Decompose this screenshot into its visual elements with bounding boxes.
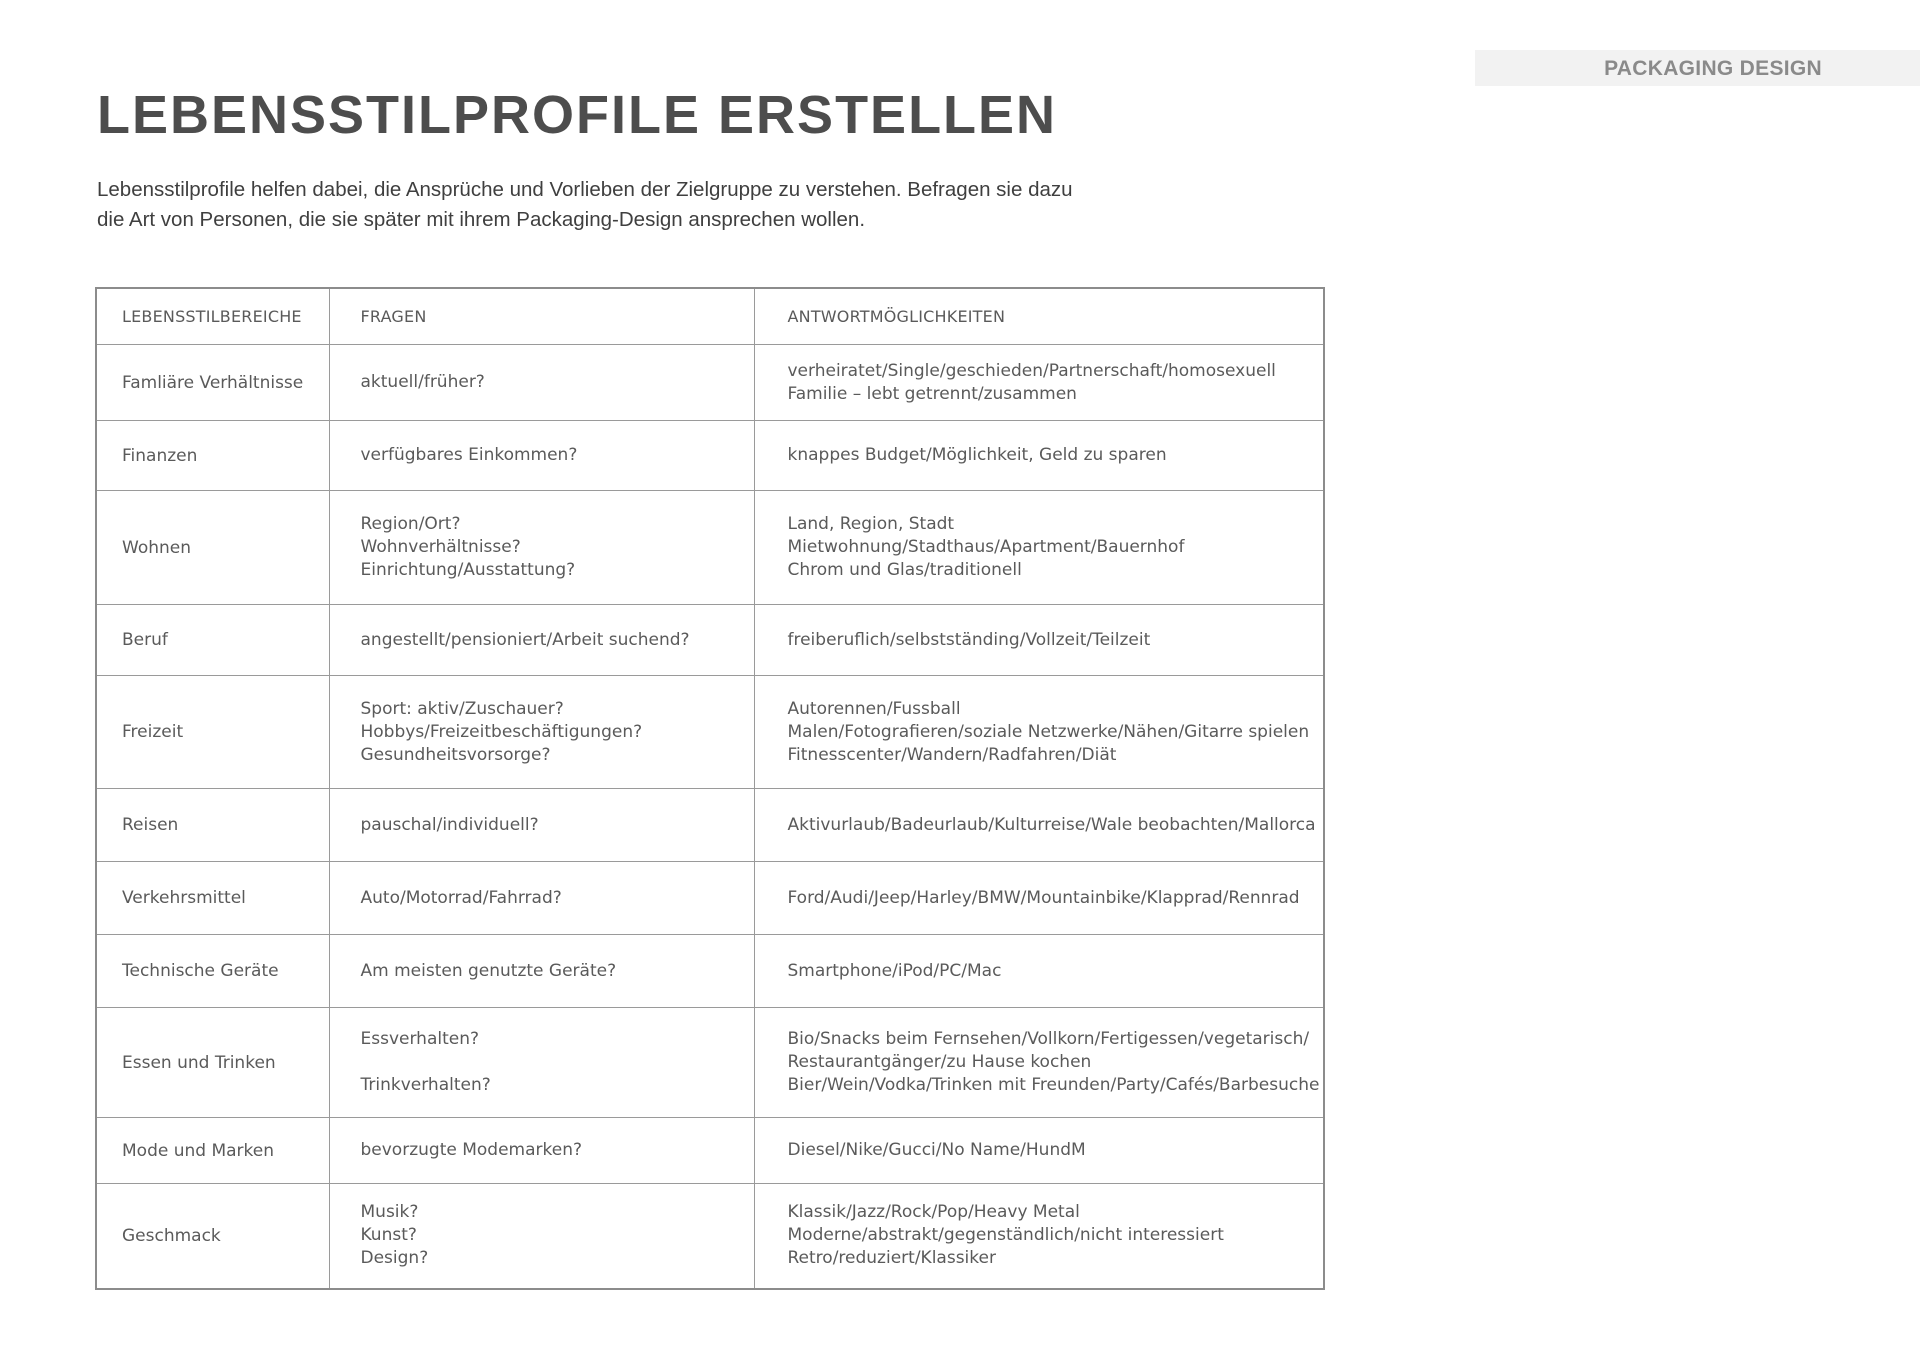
cell-questions-line: Wohnverhältnisse? bbox=[360, 537, 521, 557]
cell-answers-line: Autorennen/Fussball bbox=[787, 698, 961, 719]
cell-answers-line: Diesel/Nike/Gucci/No Name/HundM bbox=[787, 1140, 1086, 1160]
cell-questions bbox=[329, 1118, 754, 1184]
cell-questions-line: Trinkverhalten? bbox=[360, 1075, 491, 1095]
cell-answers-line: Familie – lebt getrennt/zusammen bbox=[787, 383, 1077, 404]
cell-questions-line: bevorzugte Modemarken? bbox=[360, 1140, 582, 1160]
cell-answers-line: Ford/Audi/Jeep/Harley/BMW/Mountainbike/Klapprad/Rennrad bbox=[787, 887, 1300, 908]
cell-answers-line: Mietwohnung/Stadthaus/Apartment/Bauernhof bbox=[787, 537, 1185, 557]
cell-questions-line: Musik? bbox=[360, 1202, 419, 1223]
cell-answers bbox=[754, 789, 1324, 862]
table-row bbox=[96, 789, 1324, 862]
cell-answers bbox=[754, 676, 1324, 789]
cell-answers bbox=[754, 935, 1324, 1008]
cell-answers bbox=[754, 1118, 1324, 1184]
cell-answers bbox=[754, 1184, 1324, 1289]
table-row bbox=[96, 1118, 1324, 1184]
table-row bbox=[96, 862, 1324, 935]
table-row bbox=[96, 345, 1324, 421]
section-label: PACKAGING DESIGN bbox=[1604, 57, 1822, 80]
page-title: LEBENSSTILPROFILE ERSTELLEN bbox=[97, 85, 1058, 145]
cell-questions-line: Kunst? bbox=[360, 1225, 417, 1246]
column-header-area: LEBENSSTILBEREICHE bbox=[96, 288, 329, 345]
intro-line: die Art von Personen, die sie später mit ihrem Packaging-Design ansprechen wollen. bbox=[97, 208, 866, 231]
cell-questions-line: Design? bbox=[360, 1248, 429, 1269]
cell-answers bbox=[754, 345, 1324, 421]
cell-area: Freizeit bbox=[96, 676, 329, 789]
cell-questions-line: verfügbares Einkommen? bbox=[360, 445, 578, 465]
table-header-row bbox=[96, 288, 1324, 345]
cell-questions bbox=[329, 1008, 754, 1118]
table-row bbox=[96, 421, 1324, 491]
cell-questions-line: aktuell/früher? bbox=[360, 372, 485, 392]
cell-area: Famliäre Verhältnisse bbox=[96, 345, 329, 421]
cell-area: Geschmack bbox=[96, 1184, 329, 1289]
table-row bbox=[96, 491, 1324, 605]
table-row bbox=[96, 935, 1324, 1008]
cell-area: Reisen bbox=[96, 789, 329, 862]
cell-questions bbox=[329, 789, 754, 862]
table-row bbox=[96, 1184, 1324, 1289]
cell-answers-line: Moderne/abstrakt/gegenständlich/nicht interessiert bbox=[787, 1225, 1224, 1246]
cell-questions bbox=[329, 605, 754, 676]
column-header-questions: FRAGEN bbox=[329, 288, 754, 345]
cell-answers bbox=[754, 862, 1324, 935]
cell-answers bbox=[754, 491, 1324, 605]
cell-answers-line: Smartphone/iPod/PC/Mac bbox=[787, 960, 1002, 981]
table-body bbox=[96, 345, 1324, 1289]
cell-questions bbox=[329, 862, 754, 935]
table-row bbox=[96, 676, 1324, 789]
cell-questions-line: Am meisten genutzte Geräte? bbox=[360, 960, 617, 981]
cell-area: Finanzen bbox=[96, 421, 329, 491]
cell-answers-line: Klassik/Jazz/Rock/Pop/Heavy Metal bbox=[787, 1202, 1080, 1223]
cell-questions bbox=[329, 1184, 754, 1289]
cell-answers-line: Restaurantgänger/zu Hause kochen bbox=[787, 1052, 1092, 1072]
cell-questions-line: Gesundheitsvorsorge? bbox=[360, 744, 551, 765]
cell-questions bbox=[329, 491, 754, 605]
cell-area: Mode und Marken bbox=[96, 1118, 329, 1184]
cell-questions-line: Sport: aktiv/Zuschauer? bbox=[360, 698, 564, 719]
cell-questions-line: Einrichtung/Ausstattung? bbox=[360, 560, 576, 580]
lifestyle-profile-table bbox=[95, 287, 1325, 1290]
cell-answers bbox=[754, 605, 1324, 676]
cell-area: Verkehrsmittel bbox=[96, 862, 329, 935]
table-row bbox=[96, 1008, 1324, 1118]
cell-answers-line: freiberuflich/selbstständing/Vollzeit/Teilzeit bbox=[787, 629, 1151, 650]
cell-area: Essen und Trinken bbox=[96, 1008, 329, 1118]
cell-questions-line: Region/Ort? bbox=[360, 514, 461, 534]
cell-questions bbox=[329, 935, 754, 1008]
cell-answers-line: verheiratet/Single/geschieden/Partnerschaft/homosexuell bbox=[787, 360, 1276, 381]
cell-questions-line: Auto/Motorrad/Fahrrad? bbox=[360, 887, 562, 908]
cell-answers-line: Land, Region, Stadt bbox=[787, 514, 955, 534]
intro-line: Lebensstilprofile helfen dabei, die Ansprüche und Vorlieben der Zielgruppe zu verstehen. Befragen sie dazu bbox=[97, 178, 1073, 201]
cell-answers bbox=[754, 421, 1324, 491]
table-row bbox=[96, 605, 1324, 676]
cell-answers-line: Retro/reduziert/Klassiker bbox=[787, 1248, 996, 1269]
cell-questions-line: pauschal/individuell? bbox=[360, 814, 539, 835]
column-header-answers: ANTWORTMÖGLICHKEITEN bbox=[754, 288, 1324, 345]
cell-answers-line: Malen/Fotografieren/soziale Netzwerke/Nähen/Gitarre spielen bbox=[787, 721, 1310, 742]
cell-area: Wohnen bbox=[96, 491, 329, 605]
cell-questions bbox=[329, 421, 754, 491]
cell-questions bbox=[329, 345, 754, 421]
cell-area: Beruf bbox=[96, 605, 329, 676]
cell-answers-line: Bio/Snacks beim Fernsehen/Vollkorn/Fertigessen/vegetarisch/ bbox=[787, 1029, 1310, 1049]
cell-questions-line bbox=[361, 1051, 754, 1074]
cell-answers-line: knappes Budget/Möglichkeit, Geld zu sparen bbox=[787, 445, 1167, 465]
cell-answers-line: Fitnesscenter/Wandern/Radfahren/Diät bbox=[787, 744, 1117, 765]
cell-answers bbox=[754, 1008, 1324, 1118]
cell-answers-line: Aktivurlaub/Badeurlaub/Kulturreise/Wale beobachten/Mallorca bbox=[787, 814, 1316, 835]
cell-answers-line: Bier/Wein/Vodka/Trinken mit Freunden/Party/Cafés/Barbesuche bbox=[787, 1075, 1320, 1095]
cell-area: Technische Geräte bbox=[96, 935, 329, 1008]
intro-paragraph bbox=[97, 175, 1177, 235]
cell-questions-line: Essverhalten? bbox=[360, 1029, 480, 1049]
cell-questions-line: angestellt/pensioniert/Arbeit suchend? bbox=[360, 629, 690, 650]
cell-questions-line: Hobbys/Freizeitbeschäftigungen? bbox=[360, 721, 643, 742]
cell-answers-line: Chrom und Glas/traditionell bbox=[787, 560, 1022, 580]
cell-questions bbox=[329, 676, 754, 789]
